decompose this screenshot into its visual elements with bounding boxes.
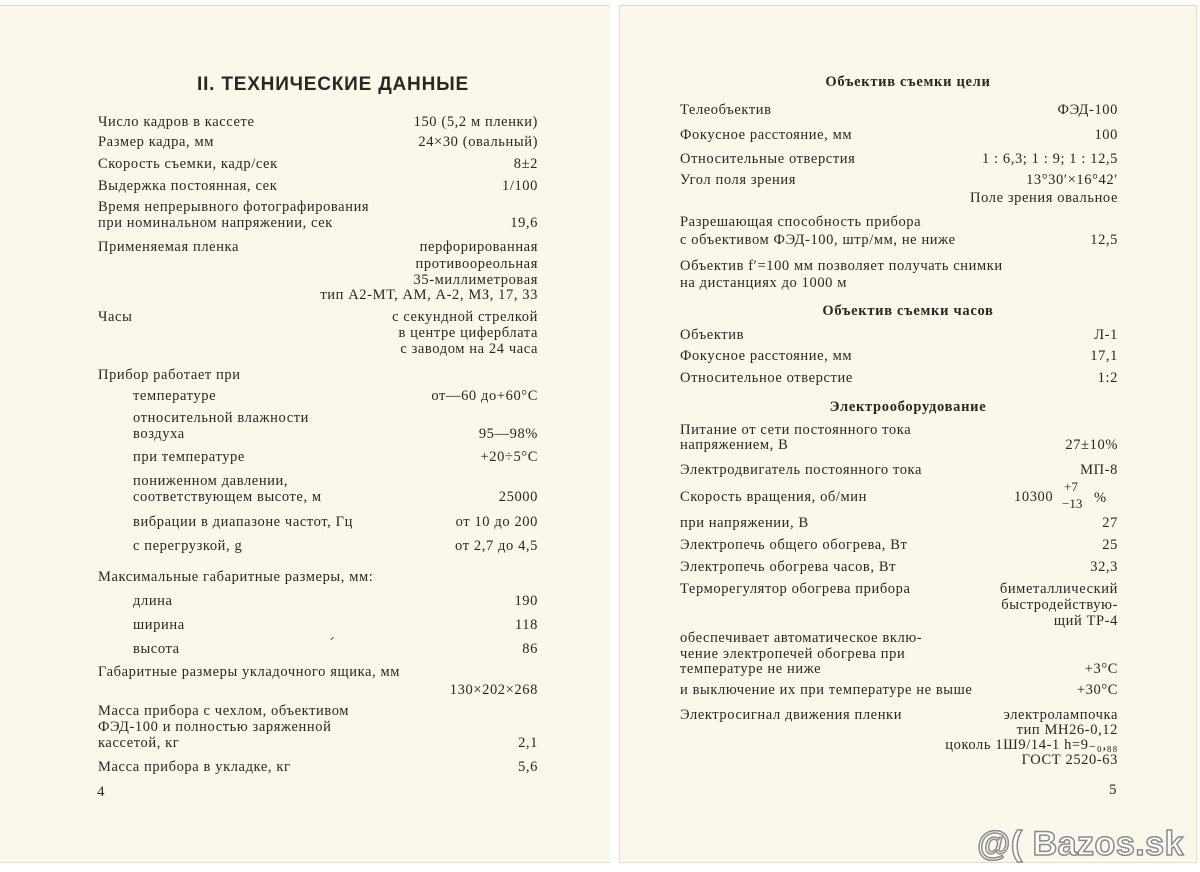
film-value-1: перфорированная: [419, 239, 538, 255]
temperature-label: температуре: [133, 388, 217, 404]
clock-lens-label: Объектив: [680, 327, 745, 343]
exposure-label: Выдержка постоянная, сек: [98, 178, 278, 194]
thermostat-label: Терморегулятор обогрева прибора: [680, 581, 911, 597]
speed-value: 8±2: [513, 156, 538, 172]
operating-conditions-label: Прибор работает при: [98, 367, 241, 383]
film-signal-value-4: ГОСТ 2520-63: [1021, 752, 1118, 768]
apertures-value: 1 : 6,3; 1 : 9; 1 : 12,5: [981, 151, 1118, 167]
dimensions-label: Максимальные габаритные размеры, мм:: [98, 569, 374, 585]
film-label: Применяемая пленка: [98, 239, 240, 255]
clock-value-3: с заводом на 24 часа: [400, 341, 538, 357]
speed-label: Скорость съемки, кадр/сек: [98, 156, 278, 172]
film-value-2: противоореольная: [415, 256, 538, 272]
resolution-value: 12,5: [1090, 232, 1118, 248]
film-signal-value-2: тип МН26-0,12: [1016, 722, 1118, 738]
rotation-speed-value: 10300: [1014, 489, 1054, 505]
width-label: ширина: [133, 617, 185, 633]
field-shape-value: Поле зрения овальное: [970, 190, 1118, 206]
stray-mark: [330, 637, 333, 641]
frames-value: 150 (5,2 м пленки): [413, 114, 538, 130]
section-heading-clock-lens: Объектив съемки часов: [822, 303, 994, 319]
clock-aperture-value: 1:2: [1097, 370, 1118, 386]
rotation-speed-tol-plus: +7: [1064, 479, 1078, 494]
film-signal-value-3: цоколь 1Ш9/14-1 h=9₋₀,₈₈: [945, 737, 1118, 753]
overload-value: от 2,7 до 4,5: [455, 538, 538, 554]
length-value: 190: [514, 593, 538, 609]
apertures-label: Относительные отверстия: [680, 151, 856, 167]
pressure-label-2: соответствующем высоте, м: [133, 489, 322, 505]
rotation-speed-unit: %: [1094, 490, 1107, 506]
auto-on-label-2: чение электропечей обогрева при: [680, 646, 906, 662]
tele-lens-label: Телеобъектив: [680, 102, 772, 118]
mass-label-2: ФЭД-100 и полностью заряженной: [98, 719, 332, 735]
film-value-4: тип А2-МТ, АМ, А-2, МЗ, 17, 33: [320, 287, 538, 303]
auto-on-value: +3°С: [1084, 661, 1118, 677]
focal-length-value: 100: [1094, 127, 1118, 143]
section-title: II. ТЕХНИЧЕСКИЕ ДАННЫЕ: [197, 74, 469, 95]
clock-label: Часы: [98, 309, 133, 325]
book-gutter: [610, 0, 620, 872]
motor-value: МП-8: [1080, 462, 1118, 478]
packed-mass-value: 5,6: [518, 759, 538, 775]
at-temperature-value: +20÷5°С: [480, 449, 538, 465]
mass-value: 2,1: [518, 735, 538, 751]
bazos-watermark: @( Bazos.sk: [977, 825, 1184, 863]
at-temperature-label: при температуре: [133, 449, 245, 465]
field-angle-value: 13°30′×16°42′: [1026, 172, 1118, 188]
focal-length-label: Фокусное расстояние, мм: [680, 127, 853, 143]
rotation-speed-tol-minus: −13: [1062, 496, 1083, 511]
continuous-label-1: Время непрерывного фотографирования: [98, 199, 370, 215]
clock-focal-label: Фокусное расстояние, мм: [680, 348, 853, 364]
clock-aperture-label: Относительное отверстие: [680, 370, 853, 386]
pressure-value: 25000: [498, 489, 538, 505]
exposure-value: 1/100: [501, 178, 538, 194]
section-heading-electrical: Электрооборудование: [829, 399, 987, 415]
auto-off-label: и выключение их при температуре не выше: [680, 682, 973, 698]
height-value: 86: [522, 641, 538, 657]
mass-label-1: Масса прибора с чехлом, объективом: [98, 703, 350, 719]
height-label: высота: [133, 641, 180, 657]
clock-value-1: с секундной стрелкой: [392, 309, 538, 325]
page-number-left: 4: [97, 784, 106, 800]
mass-label-3: кассетой, кг: [98, 735, 180, 751]
film-value-3: 35-миллиметровая: [413, 272, 538, 288]
pressure-label-1: пониженном давлении,: [133, 473, 289, 489]
vibration-label: вибрации в диапазоне частот, Гц: [133, 514, 353, 530]
motor-label: Электродвигатель постоянного тока: [680, 462, 923, 478]
page-number-right: 5: [1109, 782, 1118, 798]
lens-note-line-1: Объектив f′=100 мм позволяет получать снимки: [680, 258, 1003, 274]
humidity-label-1: относительной влажности: [133, 410, 310, 426]
frames-label: Число кадров в кассете: [98, 114, 255, 130]
tele-lens-value: ФЭД-100: [1057, 102, 1118, 118]
width-value: 118: [514, 617, 538, 633]
left-page: [0, 6, 610, 862]
humidity-label-2: воздуха: [133, 426, 185, 442]
right-page: [620, 6, 1196, 862]
continuous-value: 19,6: [510, 215, 538, 231]
power-value: 27±10%: [1065, 437, 1118, 453]
thermostat-value-2: быстродействую-: [1001, 597, 1118, 613]
clock-heater-label: Электропечь обогрева часов, Вт: [680, 559, 897, 575]
film-signal-label: Электросигнал движения пленки: [680, 707, 903, 723]
clock-focal-value: 17,1: [1090, 348, 1118, 364]
length-label: длина: [133, 593, 173, 609]
at-voltage-label: при напряжении, В: [680, 515, 809, 531]
resolution-label-2: с объективом ФЭД-100, штр/мм, не ниже: [680, 232, 956, 248]
field-angle-label: Угол поля зрения: [680, 172, 797, 188]
vibration-value: от 10 до 200: [455, 514, 538, 530]
thermostat-value-3: щий ТР-4: [1053, 613, 1118, 629]
box-dimensions-label: Габаритные размеры укладочного ящика, мм: [98, 664, 401, 680]
general-heater-value: 25: [1102, 537, 1118, 553]
power-label-2: напряжением, В: [680, 437, 789, 453]
clock-heater-value: 32,3: [1090, 559, 1118, 575]
humidity-value: 95—98%: [478, 426, 538, 442]
auto-off-value: +30°С: [1076, 682, 1118, 698]
general-heater-label: Электропечь общего обогрева, Вт: [680, 537, 908, 553]
auto-on-label-3: температуре не ниже: [680, 661, 822, 677]
at-voltage-value: 27: [1102, 515, 1118, 531]
clock-lens-value: Л-1: [1094, 327, 1118, 343]
temperature-value: от—60 до+60°С: [431, 388, 538, 404]
box-dimensions-value: 130×202×268: [449, 682, 538, 698]
lens-note-line-2: на дистанциях до 1000 м: [680, 275, 848, 291]
continuous-label-2: при номинальном напряжении, сек: [98, 215, 333, 231]
power-label-1: Питание от сети постоянного тока: [680, 422, 912, 438]
section-heading-target-lens: Объектив съемки цели: [825, 74, 991, 90]
rotation-speed-label: Скорость вращения, об/мин: [680, 489, 868, 505]
auto-on-label-1: обеспечивает автоматическое вклю-: [680, 630, 923, 646]
frame-size-value: 24×30 (овальный): [418, 134, 538, 150]
clock-value-2: в центре циферблата: [398, 325, 538, 341]
thermostat-value-1: биметаллический: [999, 581, 1118, 597]
overload-label: с перегрузкой, g: [133, 538, 243, 554]
resolution-label-1: Разрешающая способность прибора: [680, 214, 922, 230]
frame-size-label: Размер кадра, мм: [98, 134, 215, 150]
packed-mass-label: Масса прибора в укладке, кг: [98, 759, 291, 775]
film-signal-value-1: электролампочка: [1003, 707, 1118, 723]
